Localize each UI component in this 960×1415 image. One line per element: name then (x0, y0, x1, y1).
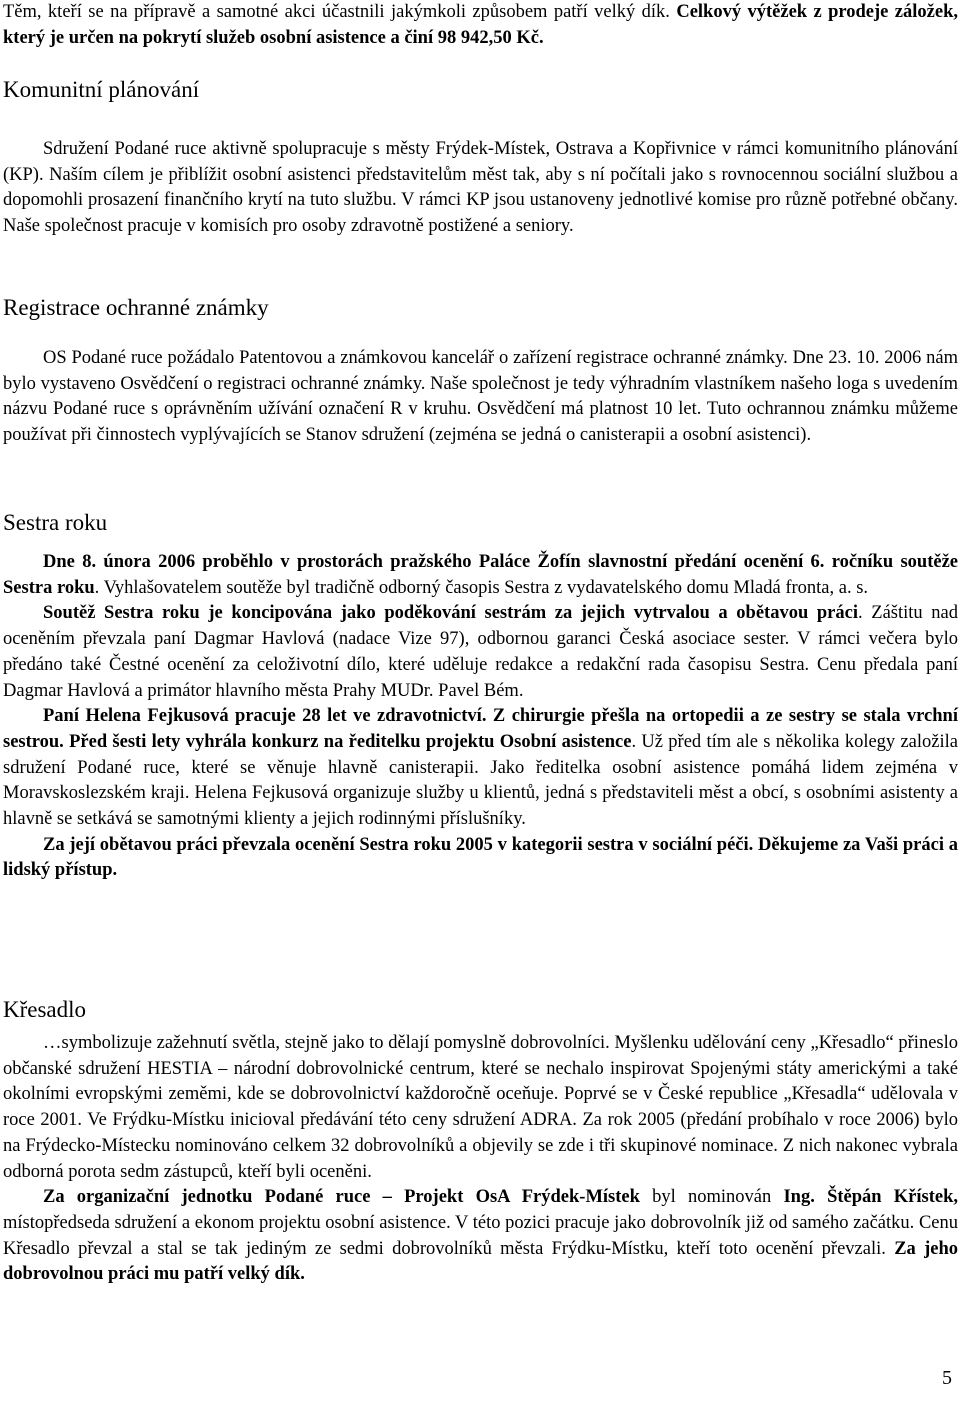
page-number: 5 (942, 1367, 952, 1389)
intro-bold-text: Celkový výtěžek z prodeje záložek, který je určen na pokrytí služeb osobní asistence a činí 98 942,50 Kč. (3, 2, 958, 48)
kresadlo-p2-bold-3: Za jeho dobrovolnou práci mu patří velký dík. (3, 1238, 958, 1285)
kresadlo-paragraph-1: …symbolizuje zažehnutí světla, stejně jako to dělají pomyslně dobrovolníci. Myšlenku udělování ceny „Křesadlo“ přineslo občanské sdružení HESTIA – národní dobrovolnické centrum, které se nechalo inspirovat Spojenými státy americkými a také okolními evropskými zeměmi, kde se dobrovolnictví každoročně oceňuje. Poprvé se v České republice „Křesadla“ udělovala v roce 2001. Ve Frýdku-Místku inicioval předávání této ceny sdružení ADRA. Za rok 2005 (předání probíhalo v roce 2006) bylo na Frýdecko-Místecku nominováno celkem 32 dobrovolníků a objevily se zde i tři skupinové nominace. Z nich nakonec vybrala odborná porota sedm zástupců, kteří byli oceněni. (3, 1033, 958, 1182)
intro-text: Těm, kteří se na přípravě a samotné akci účastnili jakýmkoli způsobem patří velký dík. (3, 2, 677, 22)
kp-heading: Komunitní plánování (3, 77, 200, 102)
sestra-p1-bold: Dne 8. února 2006 proběhlo v prostorách pražského Paláce Žofín slavnostní předání ocenění 6. ročníku soutěže Sestra roku (3, 552, 958, 598)
sestra-paragraph-4 (3, 833, 958, 884)
sestra-p2-bold: Soutěž Sestra roku je koncipována jako poděkování sestrám za jejich vytrvalou a obětavou práci (43, 603, 858, 624)
sestra-section (3, 550, 958, 884)
reg-paragraph: OS Podané ruce požádalo Patentovou a známkovou kancelář o zařízení registrace ochranné známky. Dne 23. 10. 2006 nám bylo vystaveno Osvědčení o registraci ochranné známky. Naše společnost je tedy výhradním vlastníkem našeho loga s uvedením názvu Podané ruce s oprávněním užívání označení R v kruhu. Osvědčení má platnost 10 let. Tuto ochrannou známku můžeme používat při činnostech vyplývajících se Stanov sdružení (zejména se jedná o canisterapii a osobní asistenci). (3, 348, 958, 446)
sestra-p3-text: . Už před tím ale s několika kolegy založila sdružení Podané ruce, které se věnuje hlavně canisterapii. Jako ředitelka osobní asistence pomáhá lidem zejména v Moravskoslezském kraji. Helena Fejkusová organizuje služby u klientů, jedná s představiteli měst a obcí, s osobními asistenty a hlavně se setkává se samotnými klienty a jejich rodinnými příslušníky. (3, 731, 958, 830)
kresadlo-p2-text-1: byl nominován (639, 1187, 784, 1208)
sestra-paragraph-2 (3, 601, 958, 704)
sestra-p3-bold: Paní Helena Fejkusová pracuje 28 let ve zdravotnictví. Z chirurgie přešla na ortopedii a ze sestry se stala vrchní sestrou. Před šesti lety vyhrála konkurz na ředitelku projektu Osobní asistence (3, 706, 958, 752)
kresadlo-paragraph-2 (3, 1185, 958, 1288)
kresadlo-section (3, 1031, 958, 1288)
intro-paragraph (3, 0, 958, 51)
sestra-paragraph-1 (3, 550, 958, 601)
sestra-heading: Sestra roku (3, 510, 108, 535)
kp-paragraph: Sdružení Podané ruce aktivně spolupracuje s městy Frýdek-Místek, Ostrava a Kopřivnice v rámci komunitního plánování (KP). Naším cílem je přiblížit osobní asistenci představitelům měst tak, aby s ní počítali jako s rovnocennou sociální službou a dopomohli prosazení finančního krytí na tuto službu. V rámci KP jsou ustanoveny jednotlivé komise pro různě potřebné občany. Naše společnost pracuje v komisích pro osoby zdravotně postižené a seniory. (3, 139, 958, 237)
sestra-p4-bold: Za její obětavou práci převzala ocenění Sestra roku 2005 v kategorii sestra v sociální péči. Děkujeme za Vaši práci a lidský přístup. (3, 834, 958, 881)
sestra-paragraph-3 (3, 704, 958, 833)
reg-heading: Registrace ochranné známky (3, 295, 269, 320)
sestra-p1-text: . Vyhlašovatelem soutěže byl tradičně odborný časopis Sestra z vydavatelského domu Mladá fronta, a. s. (94, 577, 869, 598)
kresadlo-p2-text-2: místopředseda sdružení a ekonom projektu osobní asistence. V této pozici pracuje jako dobrovolník již od samého začátku. Cenu Křesadlo převzal a stal se tak jediným ze sedmi dobrovolníků města Frýdku-Místku, kteří toto ocenění převzali. (3, 1212, 958, 1259)
sestra-p2-text: . Záštitu nad oceněním převzala paní Dagmar Havlová (nadace Vize 97), odbornou garanci Česká asociace sester. V rámci večera bylo předáno také Čestné ocenění za celoživotní dílo, které uděluje redakce a redakční rada časopisu Sestra. Cenu předala paní Dagmar Havlová a primátor hlavního města Prahy MUDr. Pavel Bém. (3, 603, 959, 701)
kresadlo-p2-bold-2: Ing. Štěpán Křístek, (783, 1187, 959, 1208)
kresadlo-heading: Křesadlo (3, 997, 87, 1022)
kresadlo-p2-bold-1: Za organizační jednotku Podané ruce – Projekt OsA Frýdek-Místek (43, 1187, 640, 1208)
